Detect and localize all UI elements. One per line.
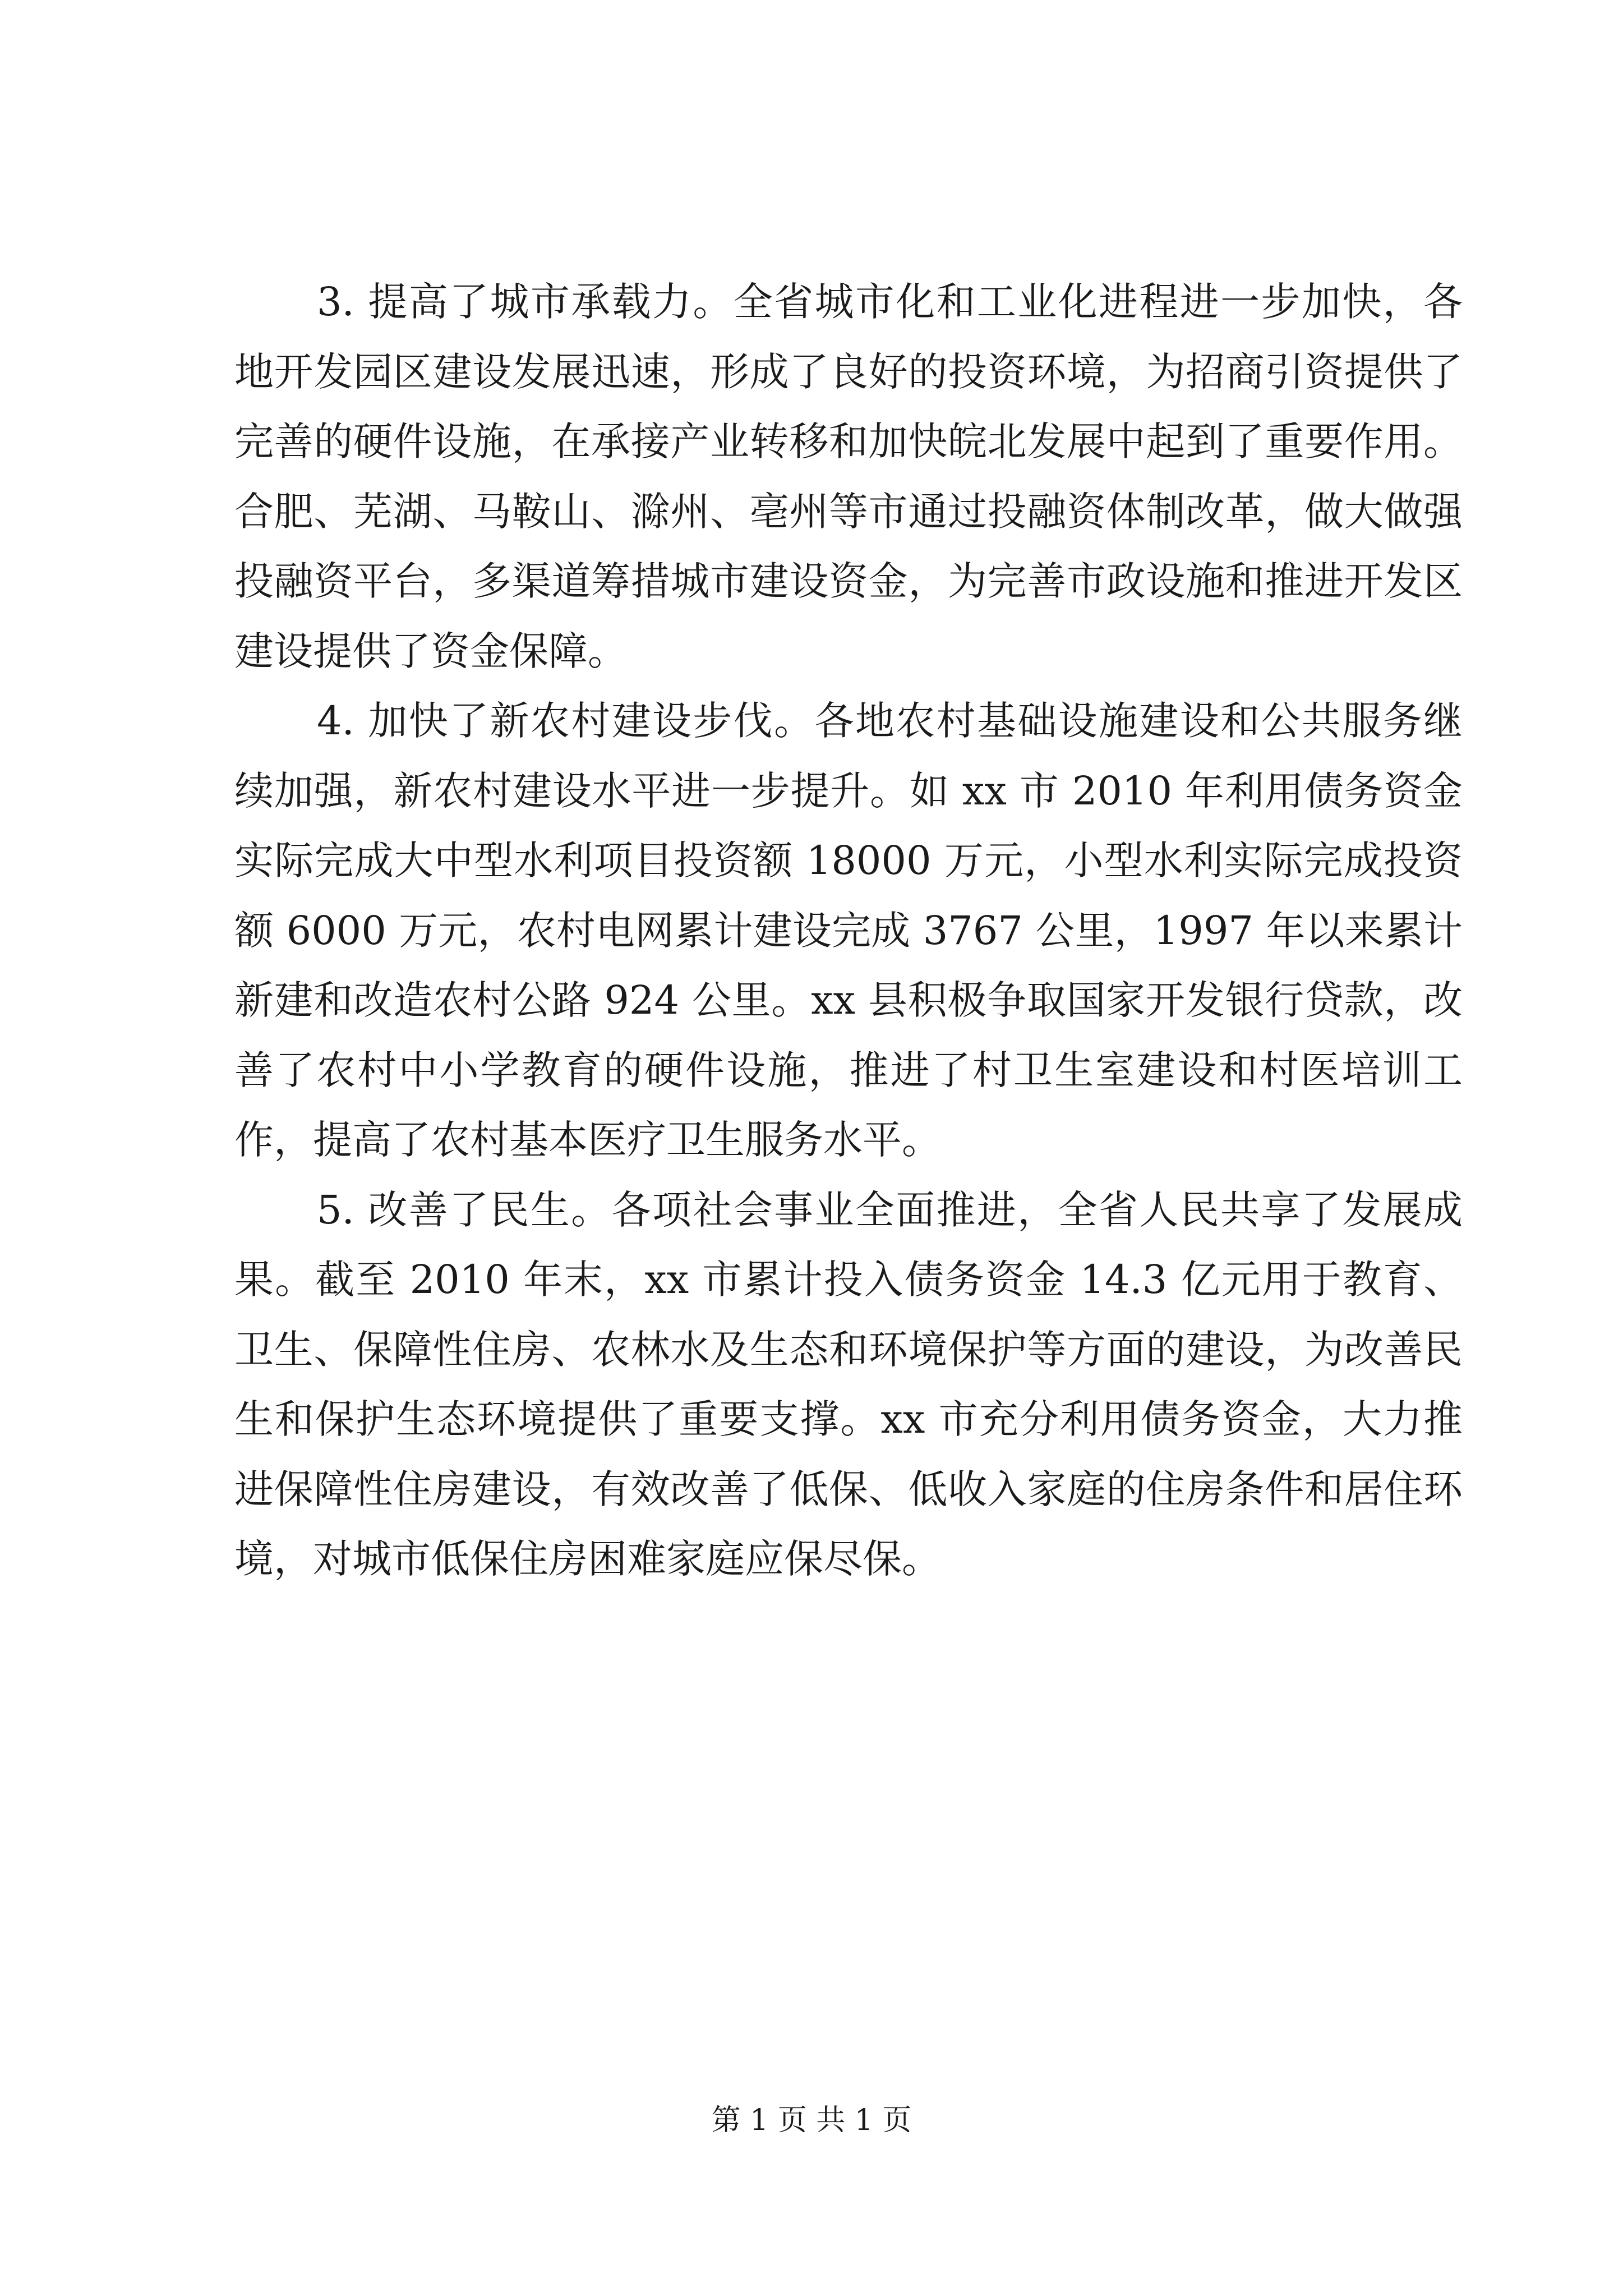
document-body xyxy=(234,267,1463,1594)
paragraph-urban-capacity: 3. 提高了城市承载力。全省城市化和工业化进程进一步加快，各地开发园区建设发展迅速，形成了良好的投资环境，为招商引资提供了完善的硬件设施，在承接产业转移和加快皖北发展中起到了重要作用。合肥、芜湖、马鞍山、滁州、亳州等市通过投融资体制改革，做大做强投融资平台，多渠道筹措城市建设资金，为完善市政设施和推进开发区建设提供了资金保障。 xyxy=(234,279,1463,674)
page-number-footer: 第 1 页 共 1 页 xyxy=(711,2104,912,2137)
paragraph-livelihood: 5. 改善了民生。各项社会事业全面推进，全省人民共享了发展成果。截至 2010 年末，xx 市累计投入债务资金 14.3 亿元用于教育、卫生、保障性住房、农林水及生态和环境保护等方面的建设，为改善民生和保护生态环境提供了重要支撑。xx 市充分利用债务资金，大力推进保障性住房建设，有效改善了低保、低收入家庭的住房条件和居住环境，对城市低保住房困难家庭应保尽保。 xyxy=(234,1186,1463,1582)
paragraph-new-countryside: 4. 加快了新农村建设步伐。各地农村基础设施建设和公共服务继续加强，新农村建设水平进一步提升。如 xx 市 2010 年利用债务资金实际完成大中型水利项目投资额 18000 万元，小型水利实际完成投资额 6000 万元，农村电网累计建设完成 3767 公里，1997 年以来累计新建和改造农村公路 924 公里。xx 县积极争取国家开发银行贷款，改善了农村中小学教育的硬件设施，推进了村卫生室建设和村医培训工作，提高了农村基本医疗卫生服务水平。 xyxy=(234,698,1463,1163)
